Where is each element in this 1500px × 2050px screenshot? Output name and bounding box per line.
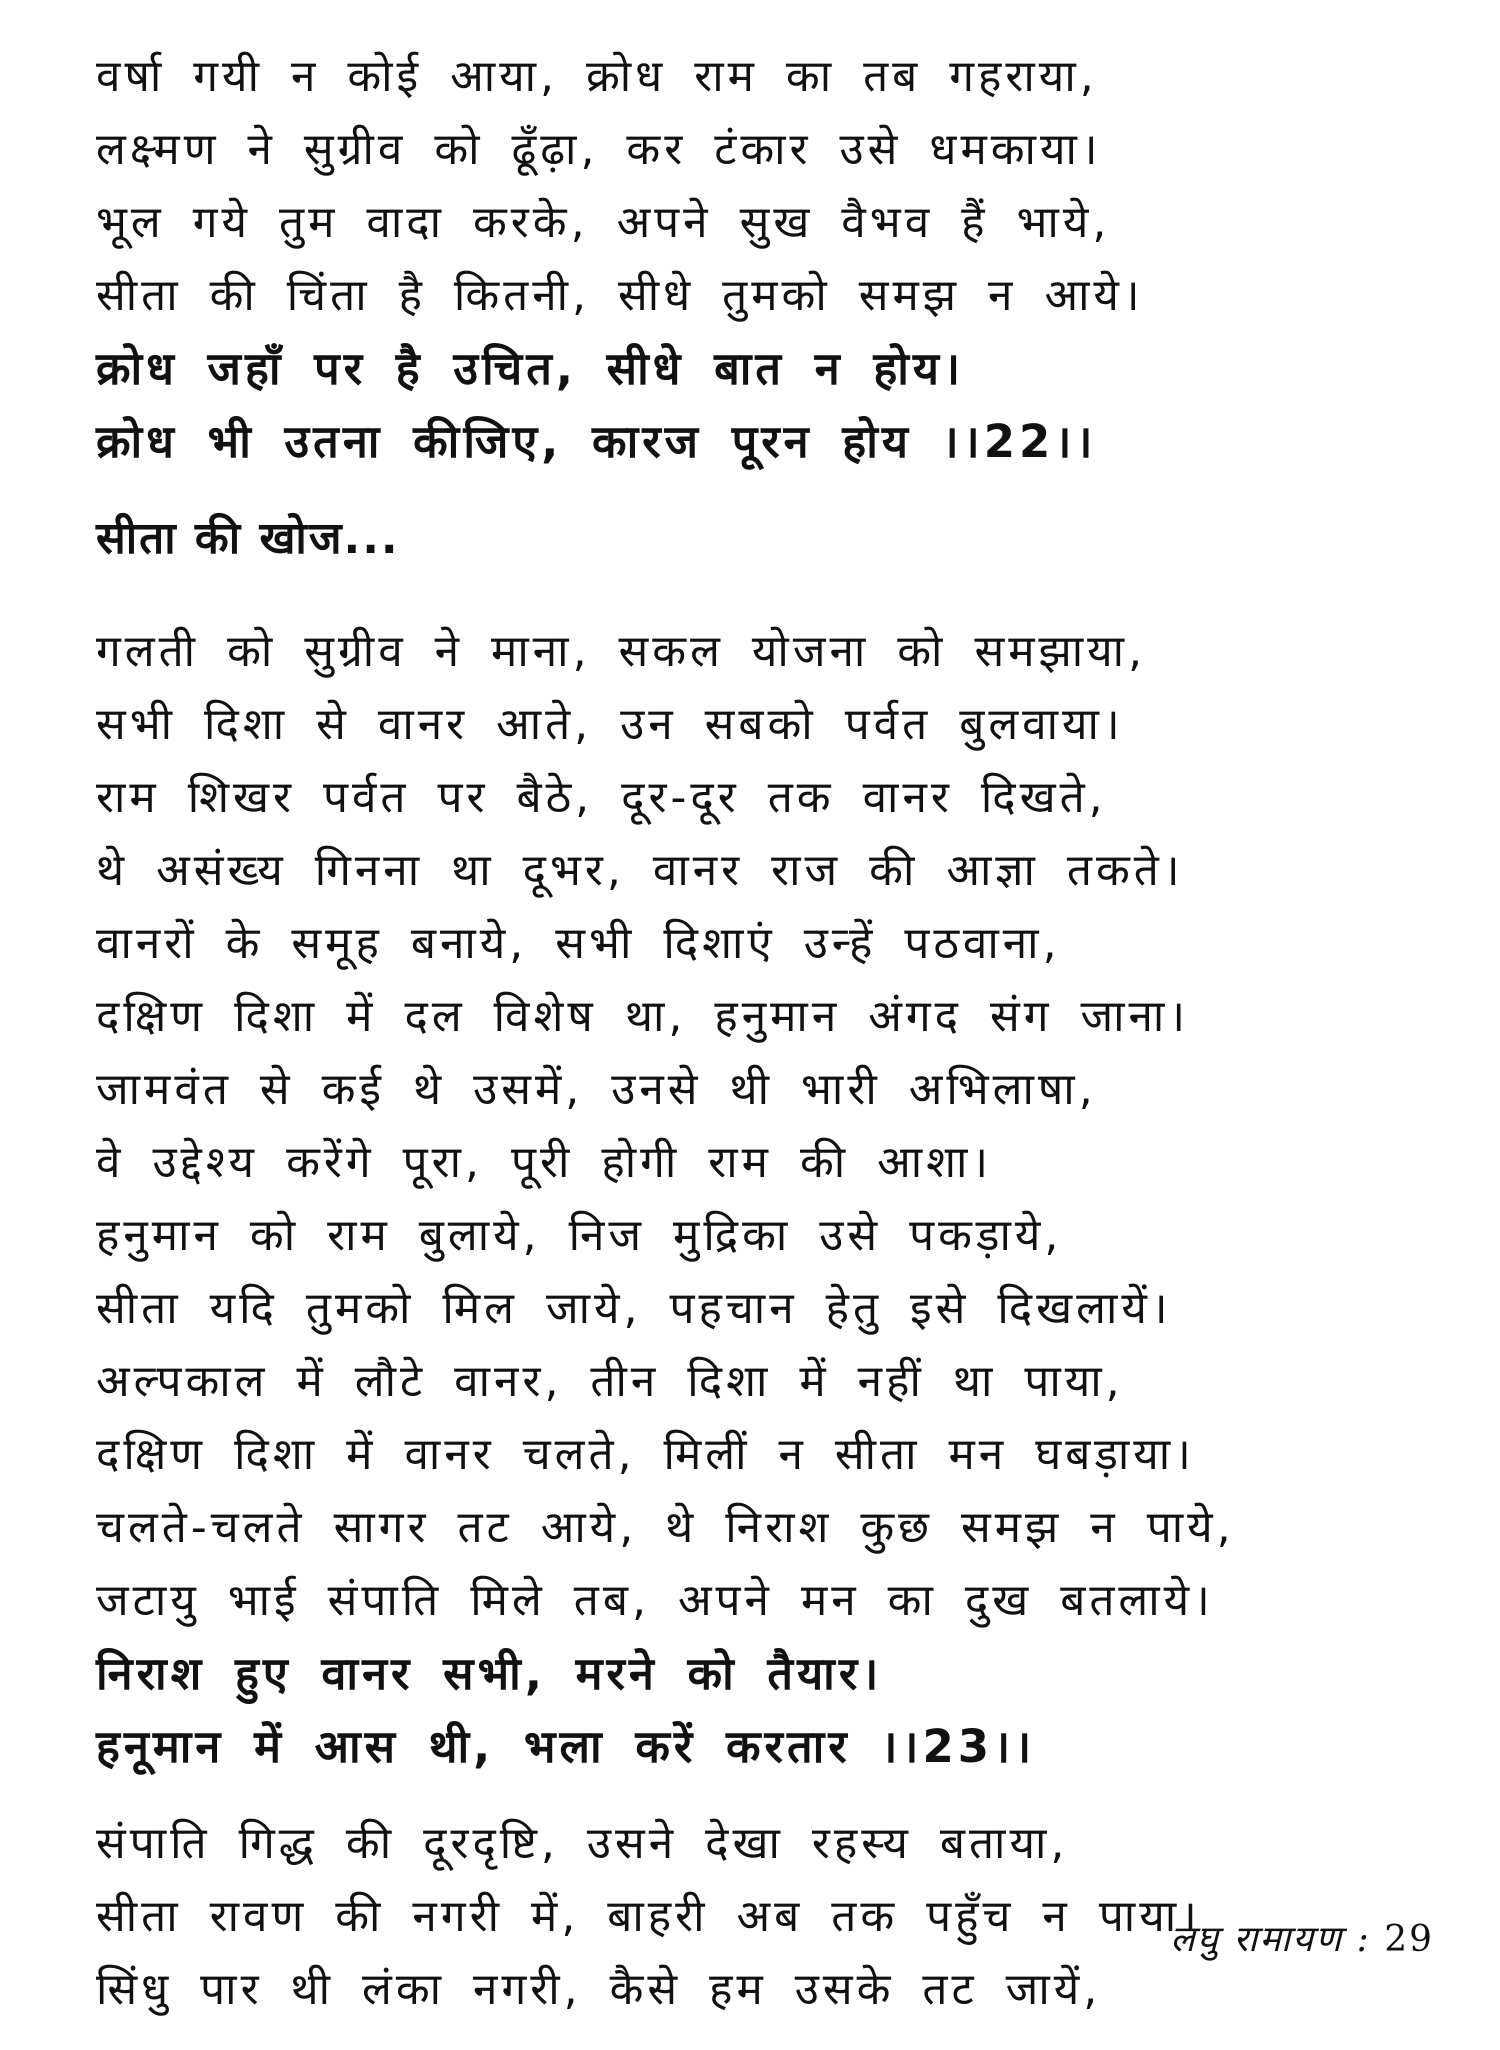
verse-line: दक्षिण दिशा में वानर चलते, मिलीं न सीता मन घबड़ाया। <box>96 1429 1195 1480</box>
verse-line: चलते-चलते सागर तट आये, थे निराश कुछ समझ न पाये, <box>96 1502 1235 1553</box>
doha-line: क्रोध जहाँ पर है उचित, सीधे बात न होय। <box>96 342 965 395</box>
book-title: लघु रामायण <box>1170 1919 1344 1960</box>
verse-line: गलती को सुग्रीव ने माना, सकल योजना को समझाया, <box>96 626 1147 677</box>
verse-line: अल्पकाल में लौटे वानर, तीन दिशा में नहीं था पाया, <box>96 1356 1124 1407</box>
section-heading: सीता की खोज... <box>96 513 400 564</box>
verse-line: सभी दिशा से वानर आते, उन सबको पर्वत बुलवाया। <box>96 699 1124 750</box>
page-footer <box>1170 1913 1434 1962</box>
doha-line: हनूमान में आस थी, भला करें करतार ।।23।। <box>96 1720 1036 1773</box>
verse-line: दक्षिण दिशा में दल विशेष था, हनुमान अंगद संग जाना। <box>96 991 1190 1042</box>
verse-line: वर्षा गयी न कोई आया, क्रोध राम का तब गहराया, <box>96 51 1098 102</box>
verse-line: संपाति गिद्ध की दूरदृष्टि, उसने देखा रहस्य बताया, <box>96 1818 1069 1869</box>
page-number: 29 <box>1384 1919 1434 1960</box>
doha-line: क्रोध भी उतना कीजिए, कारज पूरन होय ।।22।। <box>96 415 1097 468</box>
stanza-2 <box>96 615 1436 1783</box>
verse-line: वानरों के समूह बनाये, सभी दिशाएं उन्हें पठवाना, <box>96 918 1061 969</box>
verse-line: हनुमान को राम बुलाये, निज मुद्रिका उसे पकड़ाये, <box>96 1210 1063 1261</box>
verse-line: थे असंख्य गिनना था दूभर, वानर राज की आज्ञा तकते। <box>96 845 1184 896</box>
footer-separator: : <box>1356 1919 1371 1960</box>
verse-line: सीता यदि तुमको मिल जाये, पहचान हेतु इसे दिखलायें। <box>96 1283 1172 1334</box>
verse-line: लक्ष्मण ने सुग्रीव को ढूँढ़ा, कर टंकार उसे धमकाया। <box>96 124 1102 175</box>
verse-line: जटायु भाई संपाति मिले तब, अपने मन का दुख बतलाये। <box>96 1575 1214 1626</box>
verse-line: वे उद्देश्य करेंगे पूरा, पूरी होगी राम की आशा। <box>96 1137 993 1188</box>
verse-line: भूल गये तुम वादा करके, अपने सुख वैभव हैं भाये, <box>96 197 1111 248</box>
page-body <box>96 40 1436 2050</box>
stanza-1 <box>96 40 1436 478</box>
verse-line: जामवंत से कई थे उसमें, उनसे थी भारी अभिलाषा, <box>96 1064 1097 1115</box>
verse-line: सीता रावण की नगरी में, बाहरी अब तक पहुँच न पाया। <box>96 1891 1201 1942</box>
doha-line: निराश हुए वानर सभी, मरने को तैयार। <box>96 1647 883 1700</box>
verse-line: सीता की चिंता है कितनी, सीधे तुमको समझ न आये। <box>96 270 1144 321</box>
verse-line: सिंधु पार थी लंका नगरी, कैसे हम उसके तट जायें, <box>96 1964 1102 2015</box>
verse-line: राम शिखर पर्वत पर बैठे, दूर-दूर तक वानर दिखते, <box>96 772 1107 823</box>
